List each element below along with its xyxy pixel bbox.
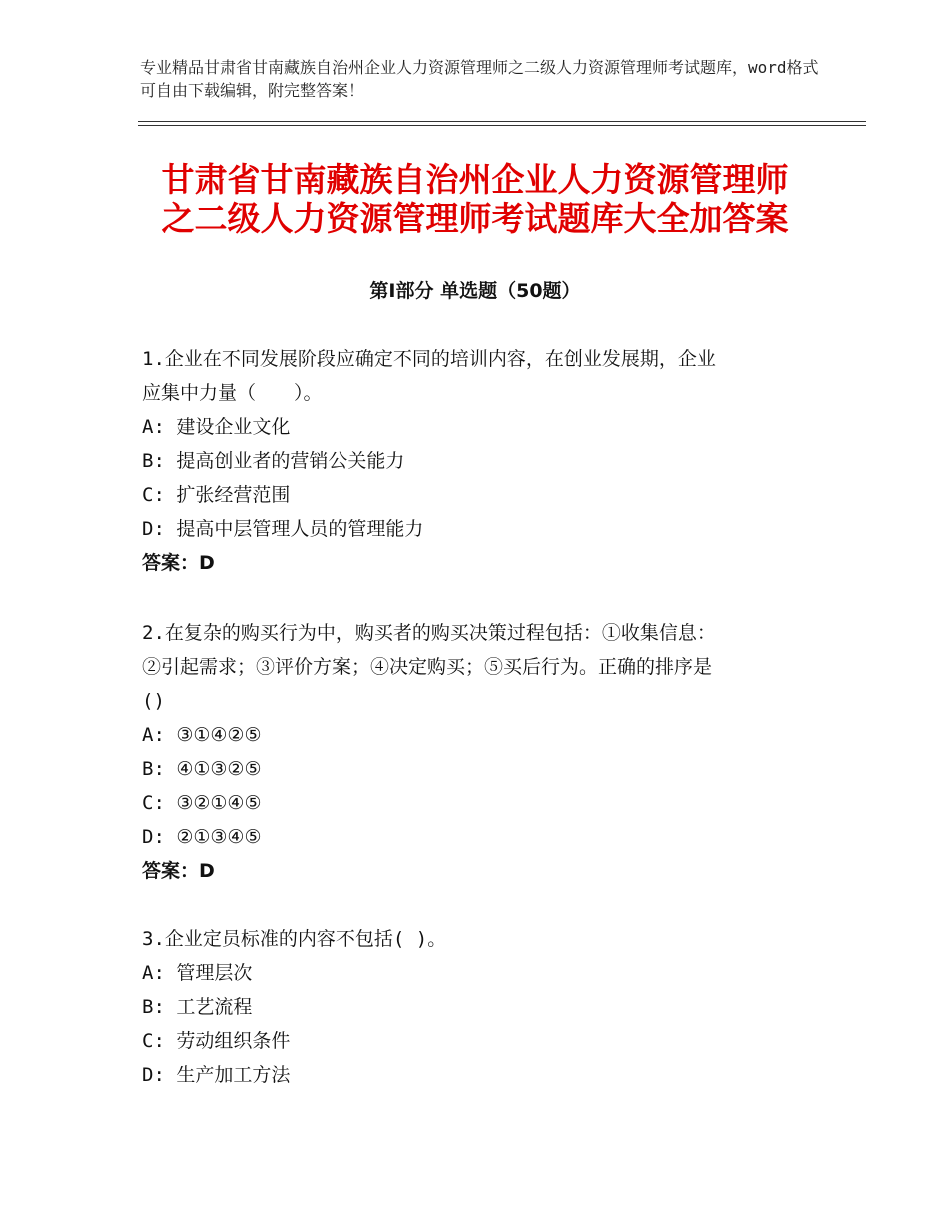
answer: 答案：D	[142, 552, 215, 574]
question-3	[142, 922, 812, 1092]
option-b: B: 提高创业者的营销公关能力	[142, 450, 405, 472]
question-stem: 2.在复杂的购买行为中，购买者的购买决策过程包括：①收集信息：	[142, 622, 716, 644]
document-title	[130, 160, 820, 238]
question-stem: 3.企业定员标准的内容不包括( )。	[142, 928, 447, 950]
option-d: D: 提高中层管理人员的管理能力	[142, 518, 424, 540]
option-b: B: 工艺流程	[142, 996, 253, 1018]
option-a: A: ③①④②⑤	[142, 724, 262, 746]
option-d: D: 生产加工方法	[142, 1064, 291, 1086]
section-heading: 第Ⅰ部分 单选题（50题）	[369, 280, 581, 302]
option-c: C: ③②①④⑤	[142, 792, 262, 814]
option-a: A: 管理层次	[142, 962, 253, 984]
option-c: C: 劳动组织条件	[142, 1030, 291, 1052]
answer: 答案：D	[142, 860, 215, 882]
question-stem: 应集中力量（ ）。	[142, 382, 323, 404]
header-divider	[138, 121, 866, 122]
question-stem: ()	[142, 690, 165, 712]
header-note: 专业精品甘肃省甘南藏族自治州企业人力资源管理师之二级人力资源管理师考试题库，word格式可自由下载编辑，附完整答案！	[140, 58, 819, 100]
option-c: C: 扩张经营范围	[142, 484, 291, 506]
option-a: A: 建设企业文化	[142, 416, 291, 438]
question-2	[142, 616, 812, 888]
question-stem: ②引起需求；③评价方案；④决定购买；⑤买后行为。正确的排序是	[142, 656, 713, 678]
document-title-line-2: 之二级人力资源管理师考试题库大全加答案	[161, 199, 789, 238]
option-b: B: ④①③②⑤	[142, 758, 262, 780]
question-stem: 1.企业在不同发展阶段应确定不同的培训内容，在创业发展期，企业	[142, 348, 716, 370]
document-title-line-1: 甘肃省甘南藏族自治州企业人力资源管理师	[161, 160, 789, 199]
header-divider-second	[138, 125, 866, 126]
question-1	[142, 342, 812, 580]
option-d: D: ②①③④⑤	[142, 826, 262, 848]
